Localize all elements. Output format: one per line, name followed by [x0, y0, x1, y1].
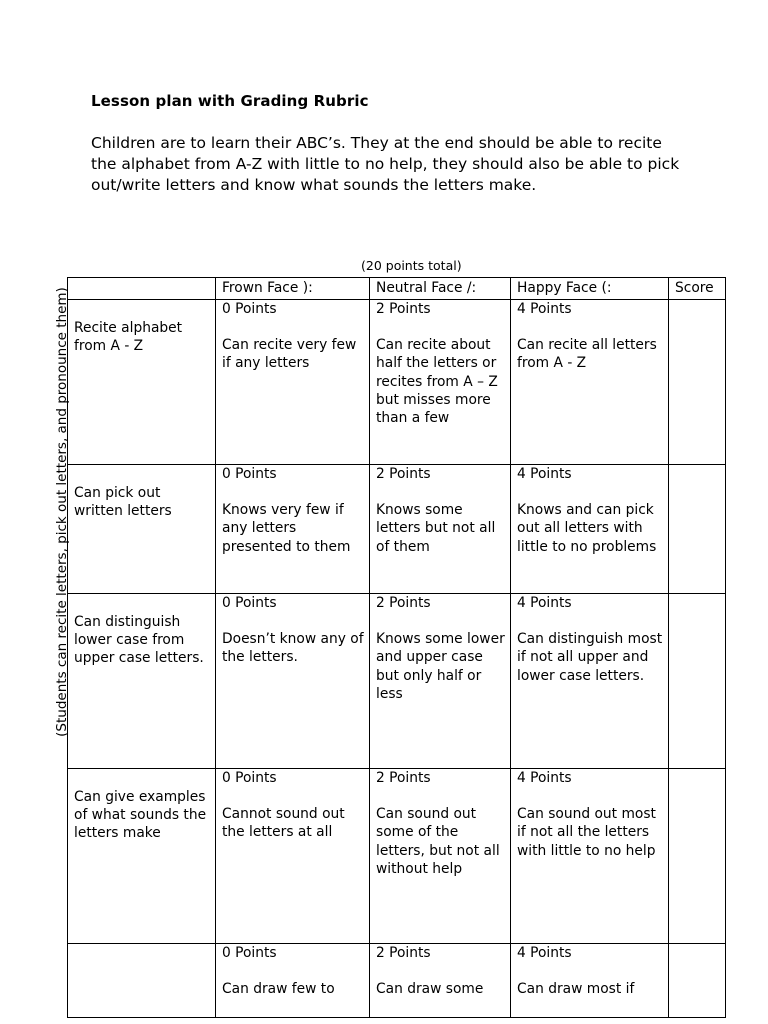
- points-label: 4 Points: [517, 770, 572, 786]
- neutral-cell: [370, 944, 511, 1018]
- points-label: 4 Points: [517, 301, 572, 317]
- header-row: [68, 278, 726, 300]
- description: Can draw some: [376, 981, 484, 998]
- table-row: [68, 300, 726, 465]
- happy-cell: [511, 594, 669, 769]
- points-label: 4 Points: [517, 595, 572, 611]
- rubric-side-label: (Students can recite letters, pick out letters, and pronounce them): [54, 287, 70, 737]
- points-label: 0 Points: [222, 945, 277, 961]
- description: Can distinguish most if not all upper and lower case letters.: [517, 631, 663, 684]
- table-row: [68, 944, 726, 1018]
- frown-cell: [216, 300, 370, 465]
- score-cell: [669, 769, 726, 944]
- happy-cell: [511, 769, 669, 944]
- header-frown-face: Frown Face ):: [216, 278, 370, 300]
- description: Knows some letters but not all of them: [376, 502, 496, 555]
- points-label: 2 Points: [376, 770, 431, 786]
- criterion-cell: Can pick out written letters: [68, 465, 216, 594]
- points-label: 0 Points: [222, 301, 277, 317]
- points-label: 2 Points: [376, 301, 431, 317]
- points-label: 2 Points: [376, 945, 431, 961]
- description: Can sound out most if not all the letters with little to no help: [517, 806, 656, 859]
- points-label: 0 Points: [222, 595, 277, 611]
- points-label: 0 Points: [222, 770, 277, 786]
- intro-paragraph: Children are to learn their ABC’s. They at the end should be able to recite the alphabet from A-Z with little to no help, they should also be able to pick out/write letters and know what sounds the letters make.: [91, 134, 680, 194]
- document-title: Lesson plan with Grading Rubric: [91, 92, 369, 110]
- points-label: 4 Points: [517, 466, 572, 482]
- description: Doesn’t know any of the letters.: [222, 631, 364, 666]
- description: Can draw most if: [517, 981, 635, 998]
- score-cell: [669, 594, 726, 769]
- frown-cell: [216, 769, 370, 944]
- header-happy-face: Happy Face (:: [511, 278, 669, 300]
- neutral-cell: [370, 769, 511, 944]
- header-neutral-face: Neutral Face /:: [370, 278, 511, 300]
- table-row: [68, 594, 726, 769]
- neutral-cell: [370, 300, 511, 465]
- description: Can recite about half the letters or recites from A – Z but misses more than a few: [376, 337, 498, 427]
- table-row: [68, 465, 726, 594]
- points-label: 0 Points: [222, 466, 277, 482]
- criterion-cell: Recite alphabet from A - Z: [68, 300, 216, 465]
- criterion-cell: Can give examples of what sounds the letters make: [68, 769, 216, 944]
- description: Can draw few to: [222, 981, 335, 998]
- description: Cannot sound out the letters at all: [222, 806, 345, 841]
- points-label: 4 Points: [517, 945, 572, 961]
- points-label: 2 Points: [376, 466, 431, 482]
- grading-rubric-table: [67, 277, 726, 1018]
- frown-cell: [216, 944, 370, 1018]
- frown-cell: [216, 465, 370, 594]
- header-criteria: [68, 278, 216, 300]
- score-cell: [669, 465, 726, 594]
- description: Knows some lower and upper case but only half or less: [376, 631, 505, 702]
- happy-cell: [511, 944, 669, 1018]
- description: Knows very few if any letters presented to them: [222, 502, 351, 555]
- neutral-cell: [370, 465, 511, 594]
- score-cell: [669, 944, 726, 1018]
- description: Can recite all letters from A - Z: [517, 337, 657, 372]
- score-cell: [669, 300, 726, 465]
- rubric-caption: (20 points total): [361, 258, 462, 273]
- criterion-cell: Can distinguish lower case from upper case letters.: [68, 594, 216, 769]
- neutral-cell: [370, 594, 511, 769]
- description: Can recite very few if any letters: [222, 337, 357, 372]
- points-label: 2 Points: [376, 595, 431, 611]
- description: Knows and can pick out all letters with little to no problems: [517, 502, 657, 555]
- description: Can sound out some of the letters, but not all without help: [376, 806, 500, 877]
- criterion-cell: [68, 944, 216, 1018]
- frown-cell: [216, 594, 370, 769]
- happy-cell: [511, 465, 669, 594]
- table-row: [68, 769, 726, 944]
- happy-cell: [511, 300, 669, 465]
- header-score: Score: [669, 278, 726, 300]
